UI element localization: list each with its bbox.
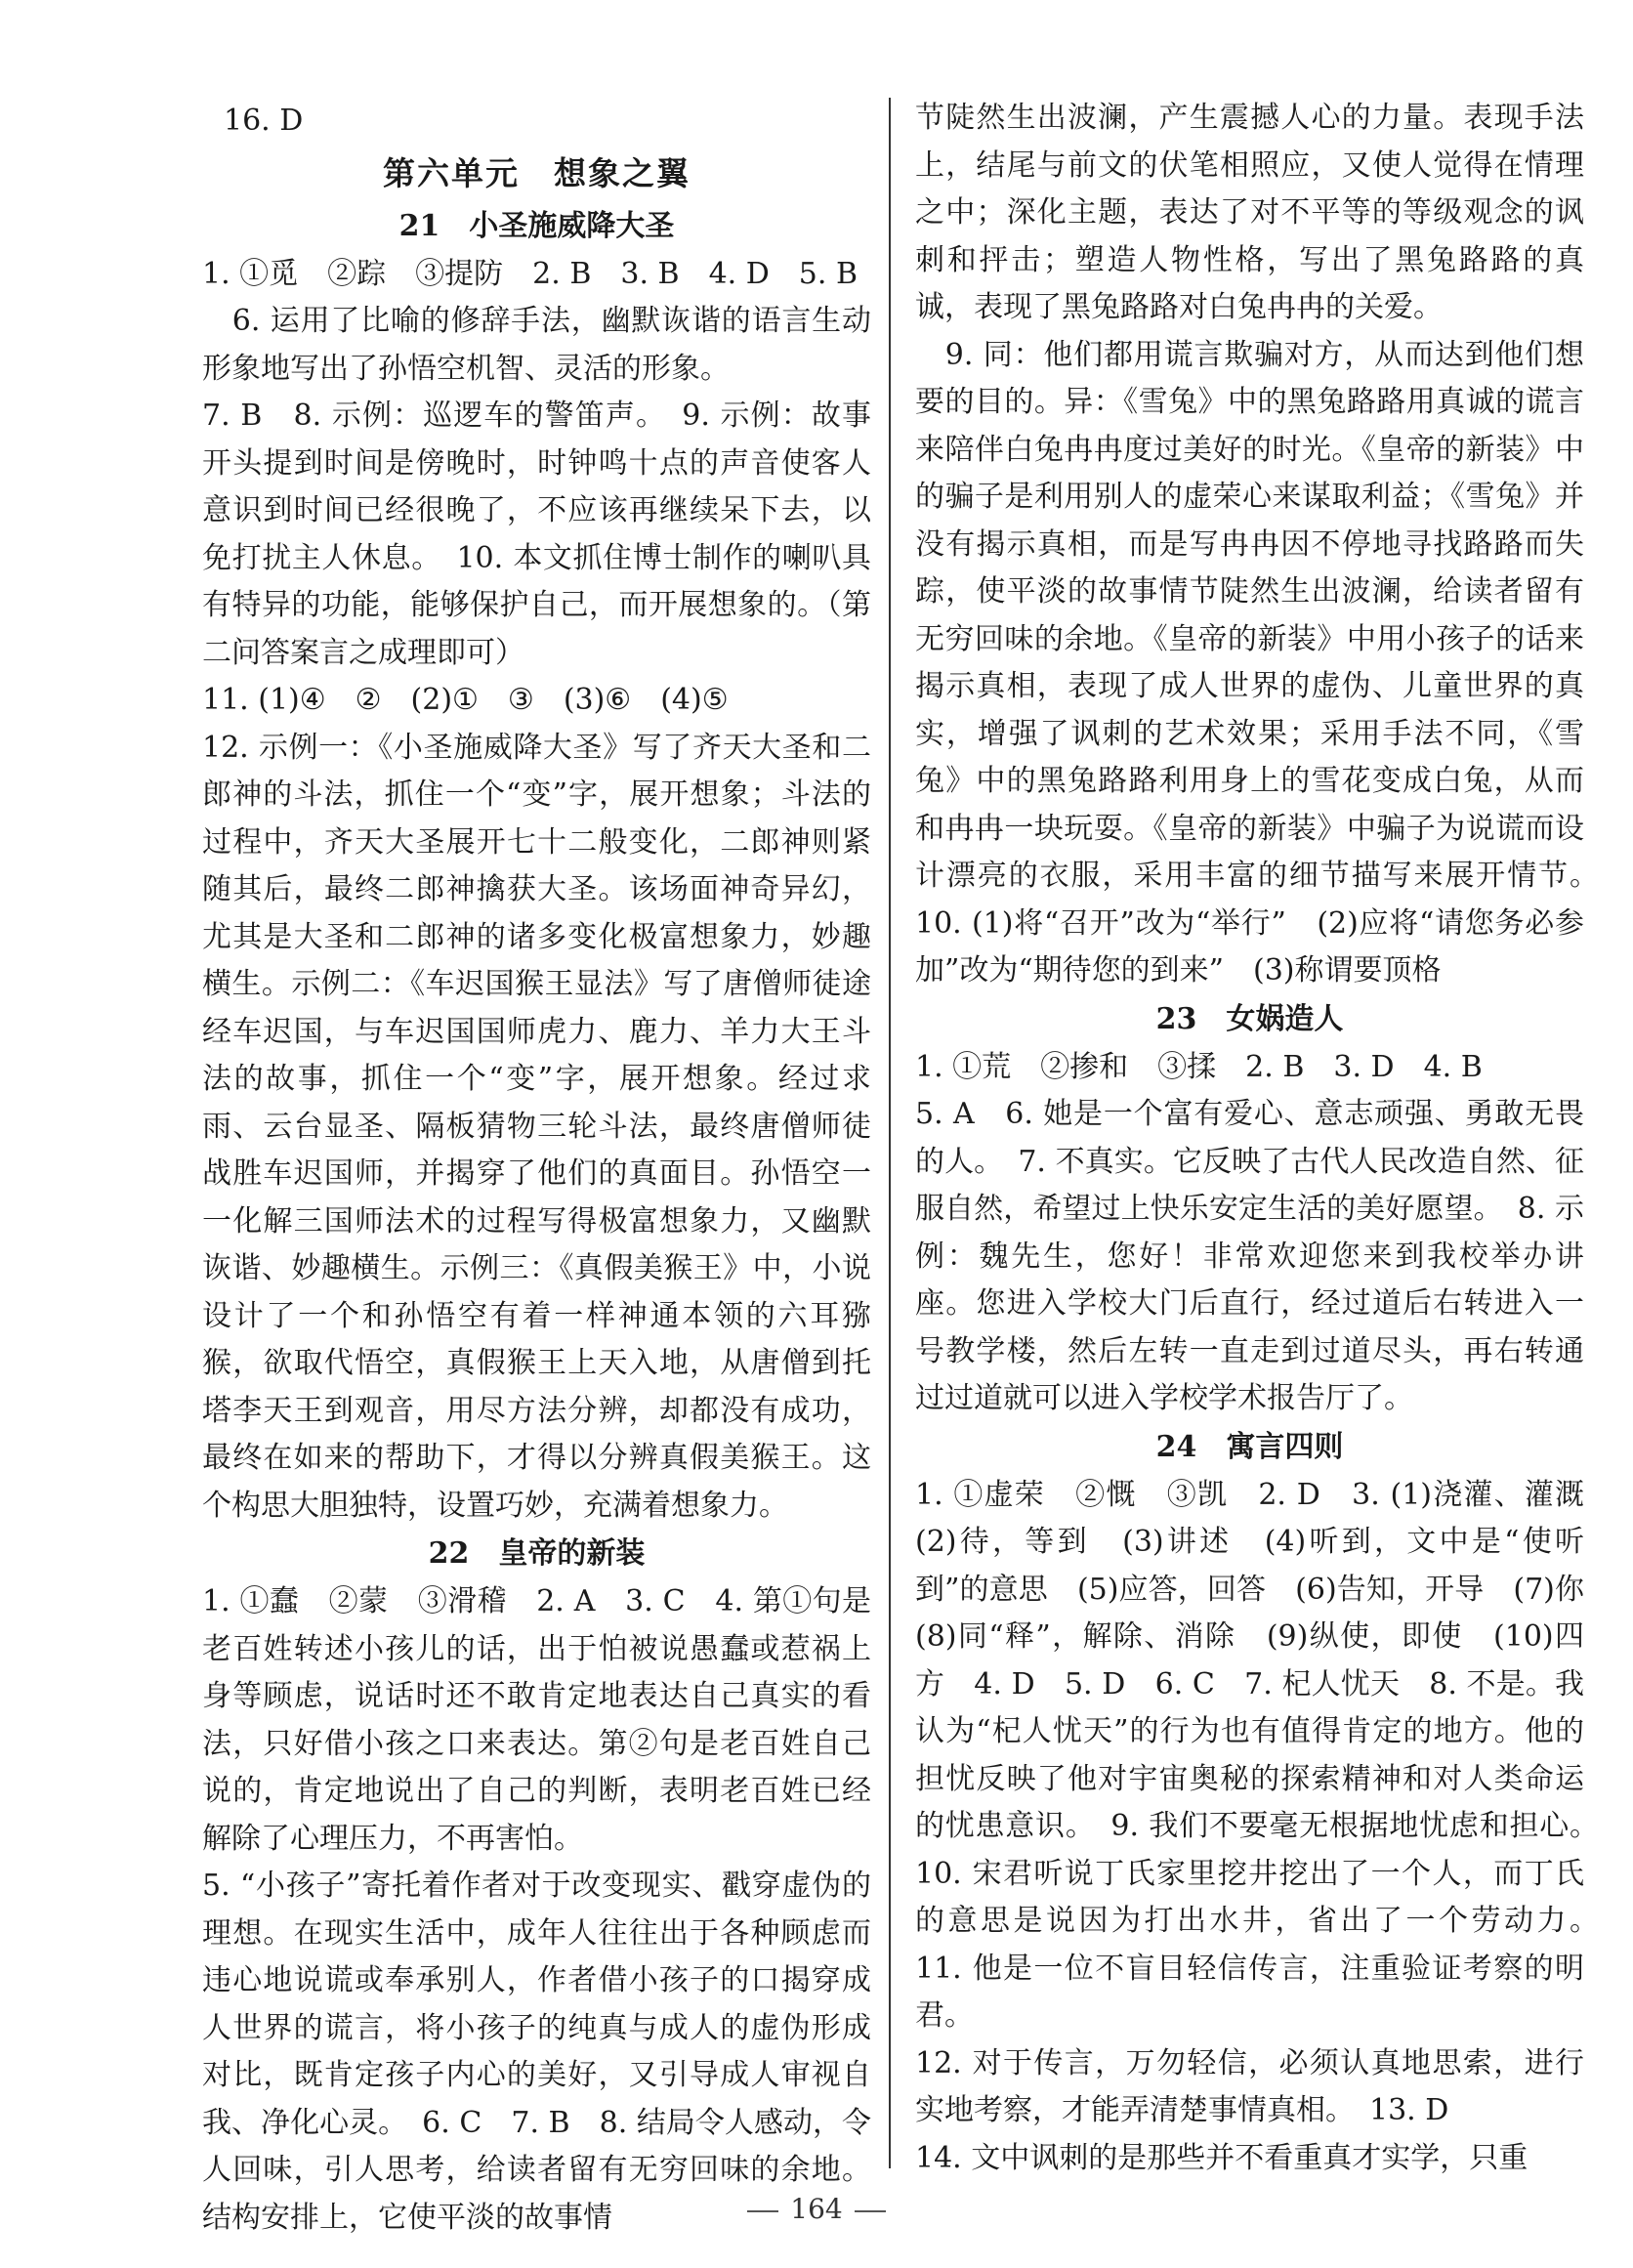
answer-q16: 16. D [224, 104, 304, 138]
lesson-23-para-1: 1. ①荒 ②掺和 ③揉 2. B 3. D 4. B [915, 1049, 1483, 1084]
lesson-22-continued-para-2: 9. 同：他们都用谎言欺骗对方，从而达到他们想要的目的。异：《雪兔》中的黑兔路路用真诚的谎言来陪伴白兔冉冉度过美好的时光。《皇帝的新装》中的骗子是利用别人的虚荣心来谋取利益；《雪兔》并没有揭示真相，而是写冉冉因不停地寻找路路而失踪，使平淡的故事情节陡然生出波澜，给读者留有无穷回味的余地。《皇帝的新装》中用小孩子的话来揭示真相，表现了成人世界的虚伪、儿童世界的真实，增强了讽刺的艺术效果；采用手法不同，《雪兔》中的黑兔路路利用身上的雪花变成白兔，从而和冉冉一块玩耍。《皇帝的新装》中骗子为说谎而设计漂亮的衣服，采用丰富的细节描写来展开情节。 10. (1)将“召开”改为“举行” (2)应将“请您务必参加”改为“期待您的到来” (3)称谓要顶格 [915, 337, 1613, 987]
footer-dash-right [855, 2210, 886, 2212]
lesson-21-para-3: 7. B 8. 示例：巡逻车的警笛声。 9. 示例：故事开头提到时间是傍晚时，时钟鸣十点的声音使客人意识到时间已经很晚了，不应该再继续呆下去，以免打扰主人休息。 10. 本文抓住博士制作的喇叭具有特异的功能，能够保护自己，而开展想象的。（第二问答案言之成理即可） [202, 399, 871, 670]
lesson-22-para-1: 1. ①蠢 ②蒙 ③滑稽 2. A 3. C 4. 第①句是老百姓转述小孩儿的话，出于怕被说愚蠢或惹祸上身等顾虑，说话时还不敢肯定地表达自己真实的看法，只好借小孩之口来表达。第②句是老百姓自己说的，肯定地说出了自己的判断，表明老百姓已经解除了心理压力，不再害怕。 [202, 1584, 871, 1856]
lesson-23-title: 23 女娲造人 [1155, 1001, 1344, 1036]
page-footer [0, 2193, 1633, 2225]
lesson-22-title: 22 皇帝的新装 [428, 1536, 646, 1571]
lesson-22-para-2: 5. “小孩子”寄托着作者对于改变现实、戳穿虚伪的理想。在现实生活中，成年人往往出于各种顾虑而违心地说谎或奉承别人，作者借小孩子的口揭穿成人世界的谎言，将小孩子的纯真与成人的虚伪形成对比，既肯定孩子内心的美好，又引导成人审视自我、净化心灵。 6. C 7. B 8. 结局令人感动，令人回味，引人思考，给读者留有无穷回味的余地。结构安排上，它使平淡的故事情 [202, 1869, 871, 2235]
right-column [915, 95, 1613, 2182]
lesson-24-para-3: 14. 文中讽刺的是那些并不看重真才实学，只重 [915, 2140, 1528, 2175]
lesson-22-continued-para-1: 节陡然生出波澜，产生震撼人心的力量。表现手法上，结尾与前文的伏笔相照应，又使人觉得在情理之中；深化主题，表达了对不平等的等级观念的讽刺和抨击；塑造人物性格，写出了黑兔路路的真诚，表现了黑兔路路对白兔冉冉的关爱。 [915, 101, 1584, 324]
lesson-21-title: 21 小圣施威降大圣 [398, 208, 675, 243]
column-divider [889, 98, 891, 2168]
lesson-23-para-2: 5. A 6. 她是一个富有爱心、意志顽强、勇敢无畏的人。 7. 不真实。它反映了古代人民改造自然、征服自然，希望过上快乐安定生活的美好愿望。 8. 示例：魏先生，您好！非常欢迎您来到我校举办讲座。您进入学校大门后直行，经过道后右转进入一号教学楼，然后左转一直走到过道尽头，再右转通过过道就可以进入学校学术报告厅了。 [915, 1097, 1584, 1415]
lesson-21-para-4: 11. (1)④ ② (2)① ③ (3)⑥ (4)⑤ [202, 683, 729, 717]
lesson-21-para-5: 12. 示例一：《小圣施威降大圣》写了齐天大圣和二郎神的斗法，抓住一个“变”字，展开想象；斗法的过程中，齐天大圣展开七十二般变化，二郎神则紧随其后，最终二郎神擒获大圣。该场面神奇异幻，尤其是大圣和二郎神的诸多变化极富想象力，妙趣横生。示例二：《车迟国猴王显法》写了唐僧师徒途经车迟国，与车迟国国师虎力、鹿力、羊力大王斗法的故事，抓住一个“变”字，展开想象。经过求雨、云台显圣、隔板猜物三轮斗法，最终唐僧师徒战胜车迟国师，并揭穿了他们的真面目。孙悟空一一化解三国师法术的过程写得极富想象力，又幽默诙谐、妙趣横生。示例三：《真假美猴王》中，小说设计了一个和孙悟空有着一样神通本领的六耳猕猴，欲取代悟空，真假猴王上天入地，从唐僧到托塔李天王到观音，用尽方法分辨，却都没有成功，最终在如来的帮助下，才得以分辨真假美猴王。这个构思大胆独特，设置巧妙，充满着想象力。 [202, 730, 871, 1523]
lesson-21-para-1: 1. ①觅 ②踪 ③提防 2. B 3. B 4. D 5. B [202, 256, 858, 291]
unit-title: 第六单元 想象之翼 [383, 153, 691, 192]
lesson-24-para-1: 1. ①虚荣 ②慨 ③凯 2. D 3. (1)浇灌、灌溉 (2)待，等到 (3)讲述 (4)听到，文中是“使听到”的意思 (5)应答，回答 (6)告知，开导 (7)你 (8)同“释”，解除、消除 (9)纵使，即使 (10)四方 4. D 5. D 6. C 7. 杞人忧天 8. 不是。我认为“杞人忧天”的行为也有值得肯定的地方。他的担忧反映了他对宇宙奥秘的探索精神和对人类命运的忧患意识。 9. 我们不要毫无根据地忧虑和担心。 10. 宋君听说丁氏家里挖井挖出了一个人，而丁氏的意思是说因为打出水井，省出了一个劳动力。 11. 他是一位不盲目轻信传言，注重验证考察的明君。 [915, 1477, 1613, 2033]
lesson-24-para-2: 12. 对于传言，万勿轻信，必须认真地思索，进行实地考察，才能弄清楚事情真相。 13. D [915, 2045, 1584, 2127]
page-number: 164 [790, 2193, 843, 2225]
footer-dash-left [747, 2210, 778, 2212]
lesson-21-para-2: 6. 运用了比喻的修辞手法，幽默诙谐的语言生动形象地写出了孙悟空机智、灵活的形象。 [202, 304, 871, 386]
left-column [202, 98, 871, 2242]
lesson-24-title: 24 寓言四则 [1155, 1429, 1344, 1464]
